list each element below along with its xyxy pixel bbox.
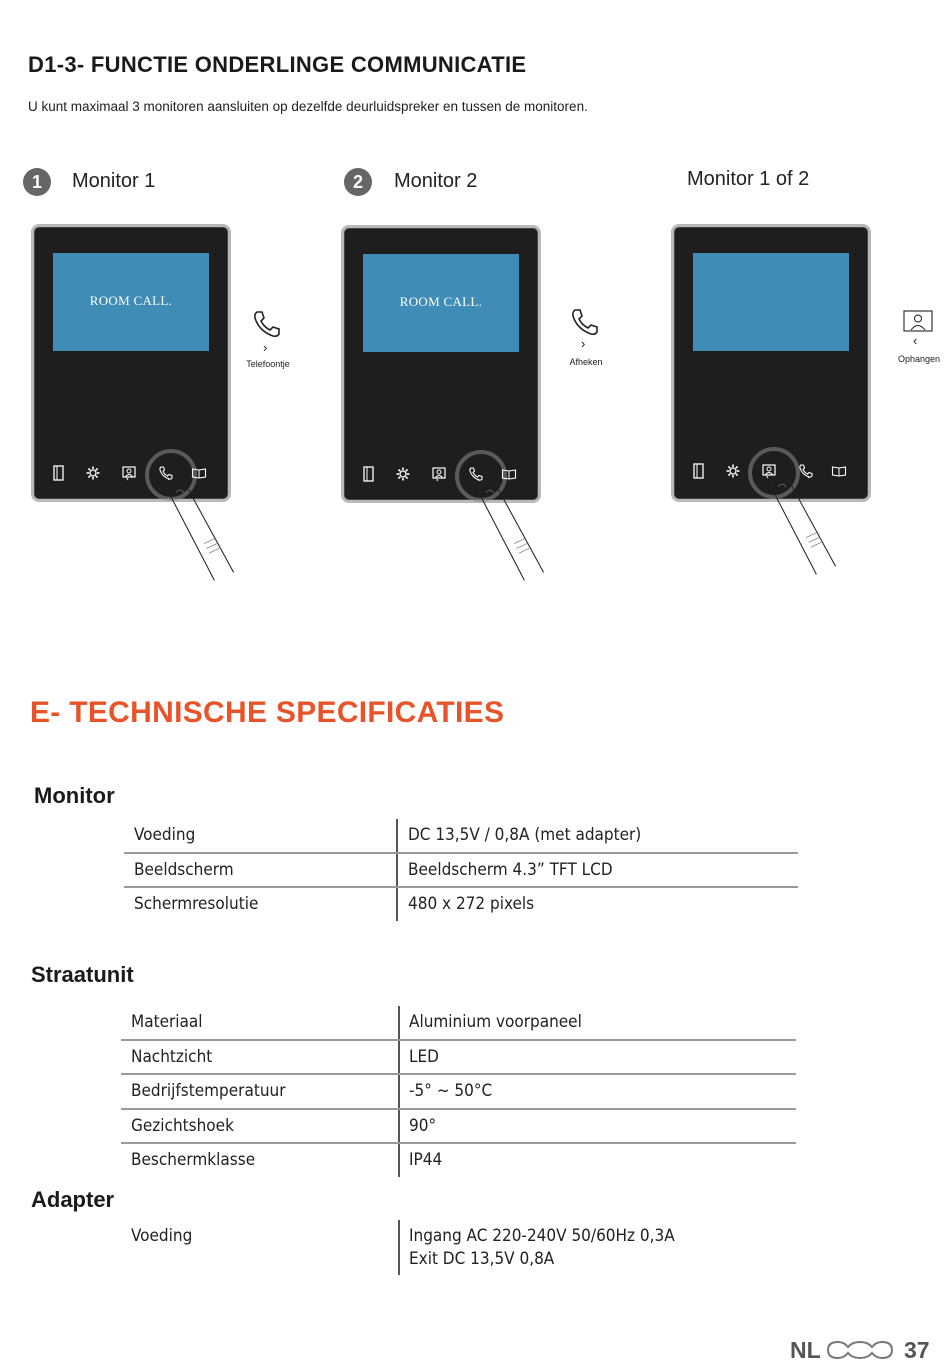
monitor-1-screen [53, 253, 209, 351]
column-divider [398, 1220, 400, 1275]
gear-icon[interactable] [725, 463, 741, 479]
spec-key: Materiaal [131, 1012, 203, 1032]
table-row [121, 1110, 796, 1145]
step-2-badge: 2 [344, 168, 372, 196]
monitor-3 [671, 224, 871, 502]
spec-value: Beeldscherm 4.3” TFT LCD [408, 859, 613, 880]
spec-value: Ingang AC 220-240V 50/60Hz 0,3A [409, 1226, 675, 1246]
phone-icon [251, 308, 283, 340]
spec-heading-monitor: Monitor [34, 783, 115, 808]
spec-key: Schermresolutie [134, 894, 259, 914]
page-number: 37 [904, 1337, 930, 1363]
action-1-label: Telefoontje [246, 359, 290, 369]
spec-heading-straatunit: Straatunit [31, 962, 134, 987]
door-icon[interactable] [691, 463, 707, 479]
spec-value: IP44 [409, 1150, 443, 1170]
table-row [124, 888, 798, 921]
table-row [121, 1041, 796, 1076]
table-row [124, 819, 798, 854]
spec-value: 480 x 272 pixels [408, 894, 535, 914]
section-title: D1-3- FUNCTIE ONDERLINGE COMMUNICATIE [28, 52, 527, 77]
spec-value: 90° [409, 1115, 437, 1136]
footer-language: NL [790, 1337, 821, 1363]
finger-icon [160, 468, 240, 592]
action-3-label: Ophangen [897, 354, 941, 364]
spec-key: Gezichtshoek [131, 1115, 234, 1136]
spec-key: Nachtzicht [131, 1046, 213, 1067]
spec-key: Voeding [134, 825, 196, 845]
step-3-label: Monitor 1 of 2 [687, 168, 810, 190]
step-2-label: Monitor 2 [394, 170, 478, 192]
chevron-left-icon: ‹ [913, 333, 918, 348]
spec-value: Exit DC 13,5V 0,8A [409, 1249, 555, 1269]
monitor-user-icon [903, 310, 933, 332]
monitor-user-icon[interactable] [121, 465, 137, 481]
spec-value: -5° ~ 50°C [409, 1081, 493, 1101]
monitor-2 [341, 225, 541, 503]
chevron-right-icon: › [263, 340, 268, 355]
spec-table-adapter [121, 1220, 796, 1275]
spec-table-straatunit [121, 1006, 796, 1177]
spec-key: Beeldscherm [134, 859, 234, 880]
brand-logo-icon [826, 1338, 894, 1362]
spec-key: Voeding [131, 1226, 193, 1246]
door-icon[interactable] [361, 466, 377, 482]
spec-table-monitor [124, 819, 798, 921]
monitor-1 [31, 224, 231, 502]
spec-value: LED [409, 1046, 439, 1067]
finger-icon [762, 462, 842, 586]
chevron-right-icon: › [581, 336, 586, 351]
spec-key: Bedrijfstemperatuur [131, 1081, 286, 1101]
table-row [121, 1006, 796, 1041]
monitor-2-screen [363, 254, 519, 352]
table-row [121, 1144, 796, 1177]
section-title: E- TECHNISCHE SPECIFICATIES [30, 696, 505, 729]
spec-key: Beschermklasse [131, 1150, 256, 1170]
step-1-badge: 1 [23, 168, 51, 196]
finger-icon [470, 468, 550, 592]
spec-heading-adapter: Adapter [31, 1187, 115, 1212]
gear-icon[interactable] [85, 465, 101, 481]
monitor-user-icon[interactable] [431, 466, 447, 482]
action-2-label: Afheken [569, 357, 603, 367]
monitor-1-screen-text: ROOM CALL. [89, 293, 173, 308]
phone-icon [569, 306, 601, 338]
spec-value: Aluminium voorpaneel [409, 1012, 582, 1032]
monitor-2-screen-text: ROOM CALL. [399, 294, 483, 309]
table-row [121, 1075, 796, 1110]
step-1-label: Monitor 1 [72, 170, 156, 192]
door-icon[interactable] [51, 465, 67, 481]
intro-text: U kunt maximaal 3 monitoren aansluiten op dezelfde deurluidspreker en tussen de monitoren. [28, 99, 588, 114]
table-row [124, 854, 798, 889]
monitor-3-screen [693, 253, 849, 351]
gear-icon[interactable] [395, 466, 411, 482]
spec-value: DC 13,5V / 0,8A (met adapter) [408, 825, 642, 845]
